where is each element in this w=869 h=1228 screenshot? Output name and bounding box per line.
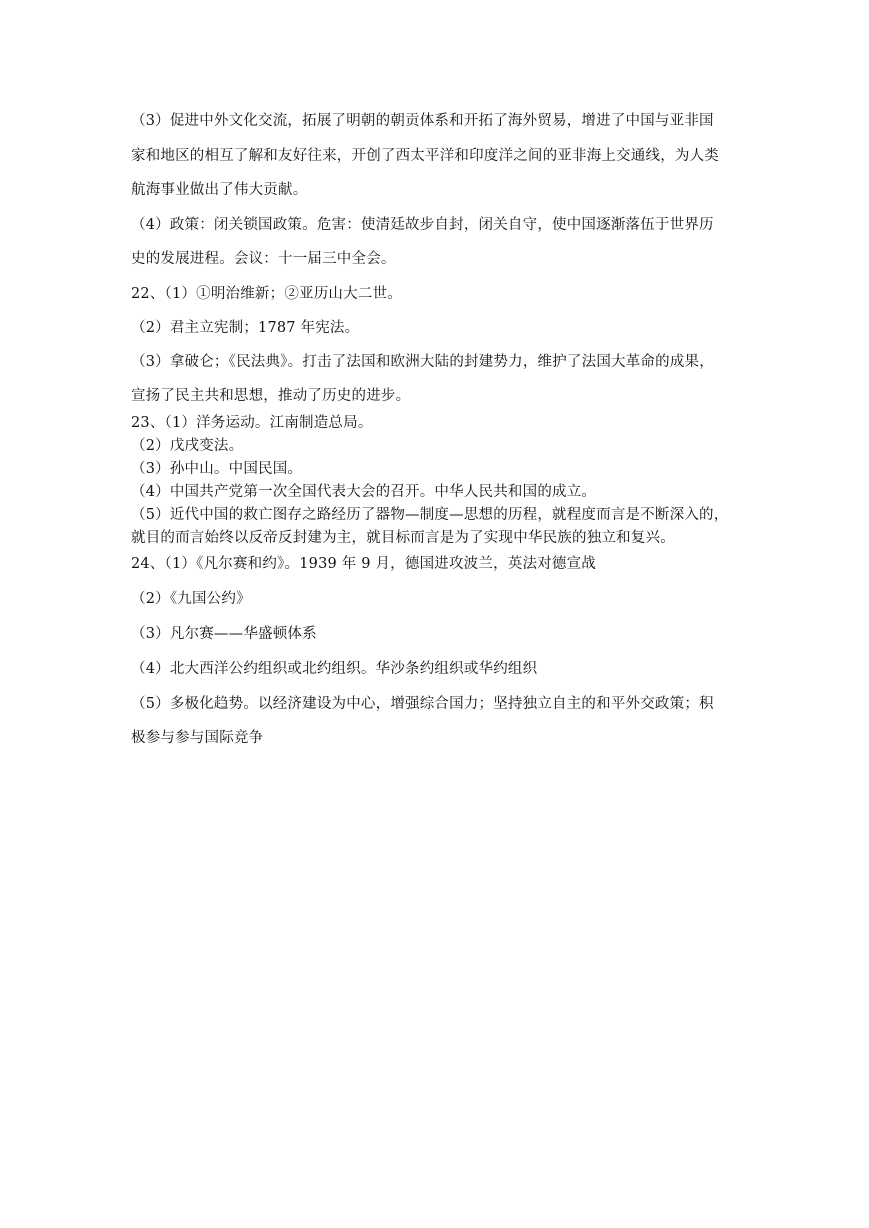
answer-24-5-line-1: （5）多极化趋势。以经济建设为中心，增强综合国力；坚持独立自主的和平外交政策；积 (131, 696, 714, 712)
answer-24-4: （4）北大西洋公约组织或北约组织。华沙条约组织或华约组织 (131, 661, 538, 677)
answer-21-3-line-3: 航海事业做出了伟大贡献。 (131, 182, 308, 198)
answer-22-3-line-2: 宣扬了民主共和思想，推动了历史的进步。 (131, 388, 411, 404)
answer-23-5-line-1: （5）近代中国的救亡图存之路经历了器物—制度—思想的历程，就程度而言是不断深入的， (131, 507, 729, 523)
answer-24-2: （2）《九国公约》 (131, 591, 251, 607)
answer-23-1: 23、（1）洋务运动。江南制造总局。 (131, 415, 373, 431)
answer-23-2: （2）戊戌变法。 (131, 438, 244, 454)
answer-21-3-line-2: 家和地区的相互了解和友好往来，开创了西太平洋和印度洋之间的亚非海上交通线，为人类 (131, 148, 719, 164)
answer-21-4-line-1: （4）政策：闭关锁国政策。危害：使清廷故步自封，闭关自守，使中国逐渐落伍于世界历 (131, 217, 714, 233)
answer-24-1: 24、（1）《凡尔赛和约》。1939 年 9 月，德国进攻波兰，英法对德宣战 (131, 556, 596, 572)
answer-22-3-line-1: （3）拿破仑；《民法典》。打击了法国和欧洲大陆的封建势力，维护了法国大革命的成果， (131, 354, 714, 370)
answer-23-4: （4）中国共产党第一次全国代表大会的召开。中华人民共和国的成立。 (131, 484, 597, 500)
answer-21-3-line-1: （3）促进中外文化交流，拓展了明朝的朝贡体系和开拓了海外贸易，增进了中国与亚非国 (131, 113, 714, 129)
answer-24-3: （3）凡尔赛——华盛顿体系 (131, 626, 317, 642)
answer-24-5-line-2: 极参与参与国际竞争 (131, 730, 264, 746)
answer-22-2: （2）君主立宪制；1787 年宪法。 (131, 320, 360, 336)
answer-21-4-line-2: 史的发展进程。会议：十一届三中全会。 (131, 251, 396, 267)
answer-23-5-line-2: 就目的而言始终以反帝反封建为主，就目标而言是为了实现中华民族的独立和复兴。 (131, 530, 675, 546)
answer-23-3: （3）孙中山。中国民国。 (131, 461, 303, 477)
answer-22-1: 22、（1）①明治维新；②亚历山大二世。 (131, 286, 402, 302)
